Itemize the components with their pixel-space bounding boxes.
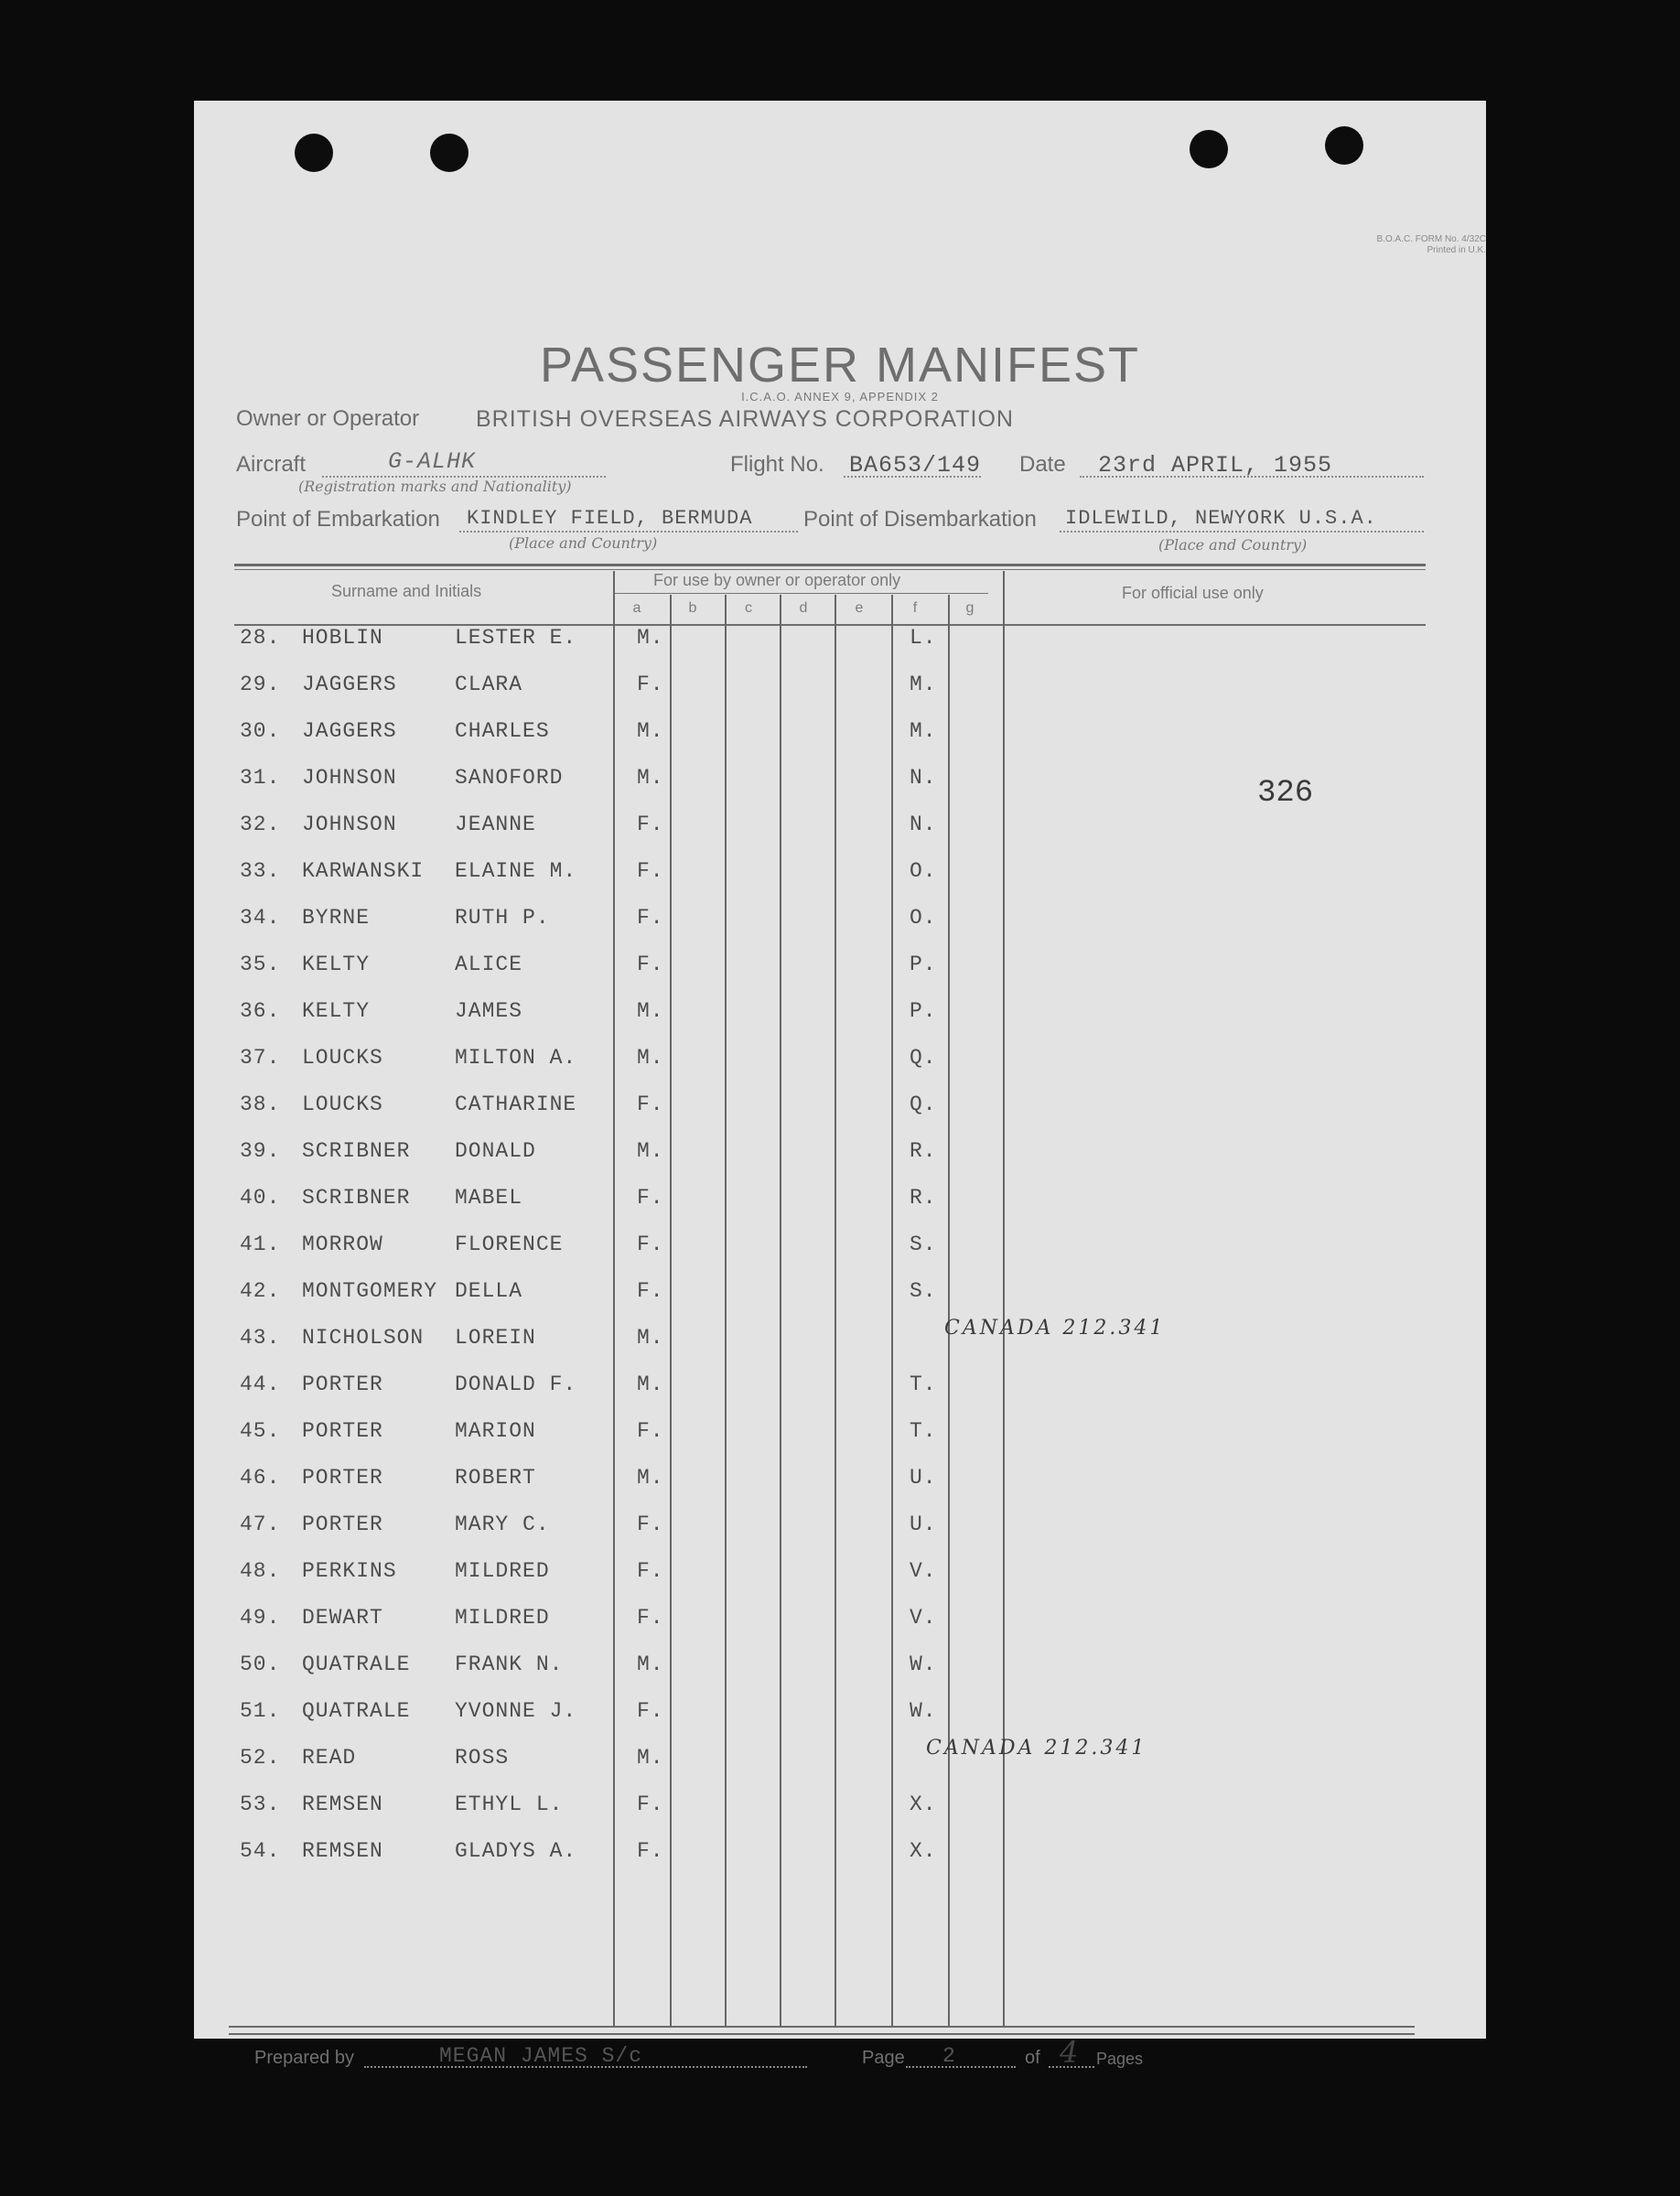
- table-row: [194, 1317, 1486, 1372]
- cell-surname: SCRIBNER: [302, 1186, 411, 1210]
- cell-surname: REMSEN: [302, 1839, 383, 1863]
- cell-a: M.: [637, 999, 664, 1023]
- cell-f: N.: [910, 766, 937, 790]
- table-row: [194, 1093, 1486, 1139]
- cell-f: N.: [910, 813, 937, 836]
- table-row: [194, 953, 1486, 999]
- col-a-header: a: [632, 600, 641, 616]
- cell-num: 51.: [240, 1699, 281, 1723]
- table-row: [194, 1652, 1486, 1699]
- cell-surname: PORTER: [302, 1419, 383, 1443]
- punch-hole: [1190, 130, 1228, 168]
- operator-header: For use by owner or operator only: [653, 571, 901, 589]
- cell-a: M.: [637, 1372, 664, 1396]
- cell-a: M.: [637, 1139, 664, 1163]
- cell-a: M.: [637, 1326, 664, 1350]
- cell-num: 43.: [240, 1326, 281, 1350]
- cell-f: U.: [910, 1466, 937, 1490]
- cell-surname: LOUCKS: [302, 1046, 383, 1070]
- of-label: of: [1025, 2048, 1040, 2068]
- cell-f: L.: [910, 626, 937, 650]
- cell-given: ELAINE M.: [455, 859, 577, 883]
- cell-f: Q.: [910, 1093, 937, 1116]
- cell-given: ALICE: [455, 953, 523, 976]
- punch-hole: [295, 134, 333, 172]
- col-e-header: e: [855, 600, 864, 616]
- cell-surname: BYRNE: [302, 906, 371, 930]
- cell-a: M.: [637, 1046, 664, 1070]
- disembarkation-value: IDLEWILD, NEWYORK U.S.A.: [1065, 507, 1377, 530]
- cell-f: T.: [910, 1372, 937, 1396]
- cell-num: 52.: [240, 1746, 281, 1770]
- cell-f: V.: [910, 1559, 937, 1583]
- pages-label: Pages: [1096, 2050, 1144, 2068]
- cell-surname: JOHNSON: [302, 766, 397, 790]
- col-g-header: g: [965, 600, 975, 616]
- cell-surname: REMSEN: [302, 1792, 383, 1816]
- cell-num: 28.: [240, 626, 281, 650]
- cell-f: R.: [910, 1186, 937, 1210]
- cell-a: F.: [637, 1279, 664, 1303]
- cell-f: R.: [910, 1139, 937, 1163]
- cell-num: 39.: [240, 1139, 281, 1163]
- cell-a: M.: [637, 1746, 664, 1770]
- cell-f: O.: [910, 906, 937, 930]
- cell-num: 48.: [240, 1559, 281, 1583]
- aircraft-value: G-ALHK: [388, 448, 477, 475]
- cell-a: F.: [637, 1186, 664, 1210]
- page-label: Page: [862, 2048, 905, 2068]
- punch-hole: [430, 134, 468, 172]
- table-row: [194, 1737, 1486, 1792]
- col-d-header: d: [799, 600, 808, 616]
- cell-num: 33.: [240, 859, 281, 883]
- embarkation-value: KINDLEY FIELD, BERMUDA: [467, 507, 753, 530]
- owner-label: Owner or Operator: [236, 406, 420, 431]
- cell-f: O.: [910, 859, 937, 883]
- cell-surname: READ: [302, 1746, 357, 1770]
- cell-surname: NICHOLSON: [302, 1326, 425, 1350]
- cell-given: RUTH P.: [455, 906, 550, 930]
- cell-a: M.: [637, 626, 664, 650]
- cell-f: X.: [910, 1792, 937, 1816]
- cell-f: U.: [910, 1512, 937, 1536]
- table-row: [194, 1606, 1486, 1652]
- cell-surname: MONTGOMERY: [302, 1279, 438, 1303]
- col-c-header: c: [745, 600, 752, 616]
- disembarkation-note: (Place and Country): [1158, 536, 1308, 554]
- cell-num: 34.: [240, 906, 281, 930]
- cell-f: P.: [910, 953, 937, 976]
- table-top-rule: [234, 564, 1426, 566]
- cell-given: CLARA: [455, 673, 523, 696]
- cell-given: CATHARINE: [455, 1093, 577, 1116]
- cell-f: X.: [910, 1839, 937, 1863]
- cell-given: GLADYS A.: [455, 1839, 577, 1863]
- cell-given: MABEL: [455, 1186, 523, 1210]
- cell-a: F.: [637, 1699, 664, 1723]
- table-row: [194, 626, 1486, 673]
- cell-num: 45.: [240, 1419, 281, 1443]
- embarkation-note: (Place and Country): [509, 534, 658, 552]
- cell-f: W.: [910, 1699, 937, 1723]
- cell-a: M.: [637, 719, 664, 743]
- official-header: For official use only: [1122, 584, 1264, 602]
- cell-a: F.: [637, 1792, 664, 1816]
- cell-a: F.: [637, 1559, 664, 1583]
- cell-surname: KARWANSKI: [302, 859, 425, 883]
- table-row: [194, 1372, 1486, 1419]
- cell-given: FRANK N.: [455, 1652, 564, 1676]
- total-pages-value: 4: [1060, 2035, 1079, 2070]
- cell-a: F.: [637, 1419, 664, 1443]
- cell-num: 47.: [240, 1512, 281, 1536]
- manifest-subtitle: I.C.A.O. ANNEX 9, APPENDIX 2: [741, 390, 939, 404]
- col-b-header: b: [688, 600, 697, 616]
- cell-num: 29.: [240, 673, 281, 696]
- handwritten-note: CANADA 212.341: [944, 1317, 1166, 1340]
- cell-a: M.: [637, 1466, 664, 1490]
- cell-num: 46.: [240, 1466, 281, 1490]
- cell-f: T.: [910, 1419, 937, 1443]
- cell-f: M.: [910, 719, 937, 743]
- manifest-title: PASSENGER MANIFEST: [539, 338, 1141, 393]
- cell-num: 38.: [240, 1093, 281, 1116]
- cell-num: 36.: [240, 999, 281, 1023]
- table-bottom-rule: [229, 2026, 1415, 2028]
- cell-num: 40.: [240, 1186, 281, 1210]
- cell-a: F.: [637, 673, 664, 696]
- cell-surname: JOHNSON: [302, 813, 397, 836]
- table-row: [194, 1419, 1486, 1466]
- cell-given: LESTER E.: [455, 626, 577, 650]
- cell-surname: PERKINS: [302, 1559, 397, 1583]
- cell-surname: SCRIBNER: [302, 1139, 411, 1163]
- cell-surname: QUATRALE: [302, 1652, 411, 1676]
- cell-given: JEANNE: [455, 813, 536, 836]
- cell-num: 54.: [240, 1839, 281, 1863]
- cell-1: Printed in U.K.: [1427, 245, 1486, 255]
- cell-surname: LOUCKS: [302, 1093, 383, 1116]
- cell-given: LOREIN: [455, 1326, 536, 1350]
- date-value: 23rd APRIL, 1955: [1098, 452, 1333, 479]
- cell-num: 53.: [240, 1792, 281, 1816]
- cell-a: F.: [637, 1839, 664, 1863]
- embarkation-label: Point of Embarkation: [236, 507, 440, 532]
- table-row: [194, 1792, 1486, 1839]
- cell-given: YVONNE J.: [455, 1699, 577, 1723]
- cell-given: MARION: [455, 1419, 536, 1443]
- flight-value: BA653/149: [849, 452, 982, 479]
- cell-surname: PORTER: [302, 1372, 383, 1396]
- table-row: [194, 1279, 1486, 1326]
- cell-given: DONALD: [455, 1139, 536, 1163]
- cell-given: DONALD F.: [455, 1372, 577, 1396]
- cell-a: F.: [637, 859, 664, 883]
- cell-surname: PORTER: [302, 1466, 383, 1490]
- cell-given: MILDRED: [455, 1606, 550, 1630]
- cell-a: M.: [637, 1652, 664, 1676]
- cell-num: 44.: [240, 1372, 281, 1396]
- cell-num: 37.: [240, 1046, 281, 1070]
- table-row: [194, 766, 1486, 813]
- cell-f: Q.: [910, 1046, 937, 1070]
- cell-f: S.: [910, 1233, 937, 1256]
- table-row: [194, 1699, 1486, 1746]
- prepared-by-label: Prepared by: [254, 2048, 354, 2068]
- table-row: [194, 1186, 1486, 1233]
- cell-num: 30.: [240, 719, 281, 743]
- cell-f: M.: [910, 673, 937, 696]
- cell-num: 41.: [240, 1233, 281, 1256]
- owner-value: BRITISH OVERSEAS AIRWAYS CORPORATION: [476, 406, 1014, 432]
- manifest-page: [194, 101, 1486, 2070]
- table-row: [194, 859, 1486, 906]
- cell-given: JAMES: [455, 999, 523, 1023]
- cell-num: 31.: [240, 766, 281, 790]
- page-stamp-number: 326: [1257, 776, 1314, 811]
- cell-surname: HOBLIN: [302, 626, 383, 650]
- cell-given: ROSS: [455, 1746, 510, 1770]
- table-row: [194, 1839, 1486, 1886]
- surname-header: Surname and Initials: [331, 582, 482, 600]
- cell-surname: PORTER: [302, 1512, 383, 1536]
- cell-a: F.: [637, 953, 664, 976]
- flight-label: Flight No.: [730, 452, 824, 477]
- cell-a: F.: [637, 1512, 664, 1536]
- aircraft-label: Aircraft: [236, 452, 307, 477]
- col-f-header: f: [912, 600, 918, 616]
- cell-0: B.O.A.C. FORM No. 4/32C: [1376, 234, 1486, 244]
- cell-given: SANOFORD: [455, 766, 564, 790]
- table-row: [194, 1512, 1486, 1559]
- cell-a: F.: [637, 1233, 664, 1256]
- cell-surname: QUATRALE: [302, 1699, 411, 1723]
- cell-num: 35.: [240, 953, 281, 976]
- cell-given: DELLA: [455, 1279, 523, 1303]
- cell-given: FLORENCE: [455, 1233, 564, 1256]
- cell-num: 49.: [240, 1606, 281, 1630]
- page-value: 2: [942, 2044, 955, 2068]
- cell-num: 42.: [240, 1279, 281, 1303]
- cell-given: MARY C.: [455, 1512, 550, 1536]
- table-row: [194, 673, 1486, 719]
- cell-given: MILDRED: [455, 1559, 550, 1583]
- cell-surname: KELTY: [302, 999, 371, 1023]
- cell-a: M.: [637, 766, 664, 790]
- handwritten-note: CANADA 212.341: [926, 1737, 1147, 1760]
- cell-given: MILTON A.: [455, 1046, 577, 1070]
- prepared-by-value: MEGAN JAMES S/c: [439, 2044, 643, 2068]
- cell-surname: JAGGERS: [302, 719, 397, 743]
- cell-a: F.: [637, 1606, 664, 1630]
- table-row: [194, 1139, 1486, 1186]
- punch-hole: [1325, 126, 1363, 165]
- table-row: [194, 906, 1486, 953]
- table-row: [194, 1046, 1486, 1093]
- date-label: Date: [1019, 452, 1066, 477]
- table-row: [194, 1559, 1486, 1606]
- table-row: [194, 999, 1486, 1046]
- cell-a: F.: [637, 813, 664, 836]
- cell-f: P.: [910, 999, 937, 1023]
- cell-surname: KELTY: [302, 953, 371, 976]
- disembarkation-label: Point of Disembarkation: [803, 507, 1037, 532]
- table-row: [194, 719, 1486, 766]
- cell-surname: MORROW: [302, 1233, 383, 1256]
- cell-f: W.: [910, 1652, 937, 1676]
- cell-surname: JAGGERS: [302, 673, 397, 696]
- cell-f: S.: [910, 1279, 937, 1303]
- cell-surname: DEWART: [302, 1606, 383, 1630]
- cell-num: 32.: [240, 813, 281, 836]
- form-number: [1285, 234, 1486, 256]
- cell-given: CHARLES: [455, 719, 550, 743]
- cell-num: 50.: [240, 1652, 281, 1676]
- table-row: [194, 813, 1486, 859]
- aircraft-note: (Registration marks and Nationality): [298, 478, 572, 495]
- cell-a: F.: [637, 906, 664, 930]
- cell-a: F.: [637, 1093, 664, 1116]
- cell-given: ROBERT: [455, 1466, 536, 1490]
- table-row: [194, 1233, 1486, 1279]
- cell-given: ETHYL L.: [455, 1792, 564, 1816]
- table-row: [194, 1466, 1486, 1512]
- cell-f: V.: [910, 1606, 937, 1630]
